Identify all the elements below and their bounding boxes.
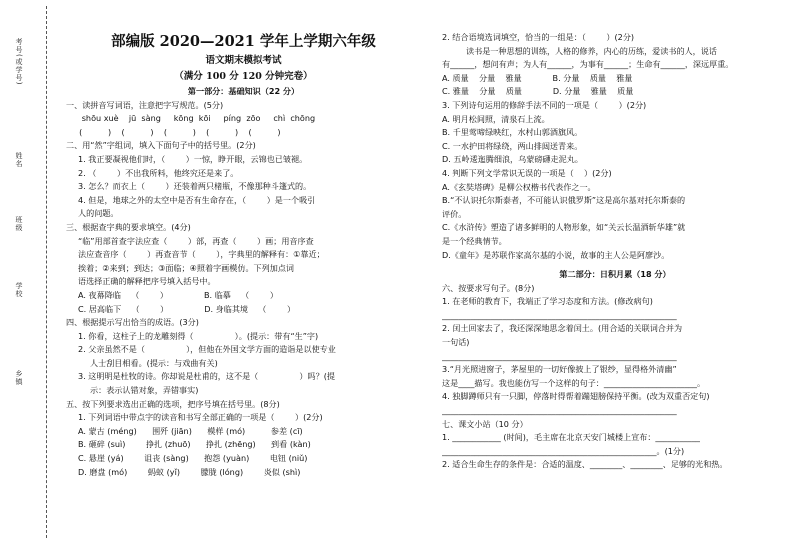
question-line: C. 一水护田将绿绕，两山排闼送青来。 (442, 140, 583, 151)
label-class: 班级 (15, 216, 23, 232)
question-line: 二、用“然”字组词，填入下面句子中的括号里。(2分) (66, 140, 256, 151)
question-line: 第二部分：日积月累（18 分） (559, 269, 671, 280)
question-line: 2. 闰土回家去了，我还深深地思念着闰土。(用合适的关联词合并为 (442, 323, 683, 334)
question-line: 第一部分：基础知识（22 分） (187, 86, 300, 96)
exam-subtitle: 语文期末模拟考试 (205, 55, 282, 66)
exam-title: 部编版 2020—2021 学年上学期六年级 (111, 33, 376, 50)
question-line: B.“不认识托尔斯泰者，不可能认识俄罗斯”这是高尔基对托尔斯泰的 (442, 195, 686, 206)
question-line: shōu xuè jū sàng kōng kōi píng zōo chì chōng (74, 113, 316, 124)
label-school: 学校 (15, 282, 23, 298)
left-column (66, 0, 421, 479)
question-line: 这是____描写。我也能仿写一个这样的句子：_______________________。 (442, 377, 706, 388)
question-line: 一、读拼音写词语，注意把字写规范。(5分) (66, 99, 224, 110)
question-line: 人的问题。 (78, 208, 119, 219)
question-line: 3. 这明明是杜牧的诗。你却说是杜甫的，这不是（ ）吗？(提 (78, 371, 335, 382)
question-line: A. 蒙古 (méng) 围歼 (jiān) 模样 (mó) 参差 (cī) (78, 425, 303, 436)
question-line: 语选择正确的解释把序号填入括号中。 (78, 276, 216, 287)
question-line: 评价。 (442, 208, 467, 219)
question-line: 1. 下列词语中带点字的读音和书写全部正确的一项是（ ）(2分) (78, 412, 323, 423)
right-column (442, 0, 788, 472)
question-line: C. 雅量 分量 质量 D. 分量 雅量 质量 (442, 86, 634, 97)
question-line: 3. 怎么？而衣上（ ）还装着两只楮瓶，不像那种斗篷式的。 (78, 181, 312, 192)
question-line: A. 质量 分量 雅量 B. 分量 质量 雅量 (442, 72, 633, 83)
question-line: 2. 结合语境选词填空，恰当的一组是：（ ）(2分) (442, 32, 635, 42)
score-info: （满分 100 分 120 分钟完卷） (174, 71, 313, 82)
question-line: “临”用部首查字法应查（ ）部，再查（ ）画；用音序查 (78, 235, 314, 246)
question-line: _____________________________________________________。(1分) (442, 445, 685, 456)
question-line: 一句话) (442, 337, 470, 348)
question-line: 法应查音序（ ）再查音节（ ），字典里的解释有：①靠近； (78, 249, 325, 260)
question-line: 1. 在老师的教育下，我端正了学习态度和方法。(修改病句) (442, 296, 653, 307)
question-line: 有______，想问有声；为人有______，为事有______；生命有______，深远厚重。 (442, 59, 734, 70)
question-line: 三、根据查字典的要求填空。(4分) (66, 221, 191, 232)
question-line: A. 夜幕降临 （ ） B. 临摹 （ ） (78, 289, 278, 300)
binding-dashed-line (46, 6, 47, 538)
question-line: 2. （ ）不出我所料，他终究还是来了。 (78, 167, 239, 178)
question-line: 2. 适合生命生存的条件是：合适的温度、________、________、足够的光和热。 (442, 459, 728, 470)
question-line: C. 居高临下 （ ） D. 身临其境 （ ） (78, 303, 296, 314)
question-line: 四、根据提示写出恰当的成语。(3分) (66, 317, 199, 328)
right-question-lines (442, 31, 788, 472)
question-line: 读书是一种思想的训练，人格的修养，内心的历练，爱读书的人，说话 (466, 45, 717, 56)
question-line: 4. 独脚蹲师只有一只脚，停落时得帮着蹦翅膀保持平衡。(改为双重否定句) (442, 391, 710, 402)
question-line: 是一个经典情节。 (442, 235, 507, 246)
question-line: __________________________________________________________ (442, 309, 677, 320)
label-exam-number: 考号(或学号) (15, 38, 23, 86)
question-line: C.《水浒传》塑造了诸多鲜明的人物形象，如“关云长温酒斩华雄”就 (442, 222, 686, 233)
binding-margin (0, 0, 58, 544)
question-line: A. 明月松间照，清泉石上流。 (442, 113, 550, 124)
question-line: 1. 我正要凝视他们时，（ ）一惊，睁开眼，云锦也已皱褪。 (78, 153, 308, 164)
question-line: D. 磨盘 (mó) 蚂蚁 (yǐ) 朦胧 (lóng) 炎似 (shì) (78, 466, 301, 477)
question-line: 示：表示认错对象，弄错事实) (90, 385, 199, 396)
question-line: 七、课文小站（10 分） (442, 418, 528, 429)
question-line: 挨着；②来到；到达；③面临；④照着字画模仿。下列加点词 (78, 262, 295, 273)
question-line: 五、按下列要求选出正确的选项，把序号填在括号里。(8分) (66, 398, 280, 409)
question-line: 2. 父亲虽然不是（ ），但他在外国文学方面的造诣是以使专业 (78, 344, 336, 355)
question-line: 3. 下列诗句运用的修辞手法不同的一项是（ ）(2分) (442, 99, 647, 110)
question-line: 3.“月光照进窗子，茅屋里的一切好像披上了银纱，显得格外清幽” (442, 364, 677, 375)
question-line: 1. ____________ (时间)，毛主席在北京天安门城楼上宣布：___________ (442, 432, 700, 443)
question-line: 1. 你看，这柱子上的龙雕刻得（ ）。(提示：带有“生”字) (78, 330, 319, 341)
question-line: __________________________________________________________ (442, 350, 677, 361)
question-line: 六、按要求写句子。(8分) (442, 282, 535, 293)
label-name: 姓名 (15, 152, 23, 168)
left-question-lines (66, 85, 421, 479)
question-line: D.《童年》是苏联作家高尔基的小说，故事的主人公是阿廖沙。 (442, 249, 670, 260)
question-line: B. 砸碎 (suì) 挣扎 (zhuō) 挣扎 (zhēng) 到看 (kàn) (78, 439, 311, 450)
question-line: A.《玄奘塔碑》是柳公权楷书代表作之一。 (442, 181, 596, 192)
question-line: 人士刮目相看。(提示：与戏曲有关) (90, 357, 218, 368)
question-line: C. 悬崖 (yá) 诅丧 (sàng) 抱怨 (yuàn) 电钮 (niǔ) (78, 453, 308, 464)
question-line: D. 五岭逶迤腾细浪，乌蒙磅礴走泥丸。 (442, 154, 583, 165)
question-line: 4. 判断下列文学常识无误的一项是（ ）(2分) (442, 167, 612, 178)
label-township: 乡镇 (15, 370, 23, 386)
question-line: ( ) ( ) ( ) ( ) ( ) (74, 126, 281, 137)
question-line: 4. 但是，地球之外的太空中是否有生命存在，（ ）是一个吸引 (78, 194, 316, 205)
question-line: B. 千里莺啼绿映红，水村山郭酒旗风。 (442, 127, 583, 138)
question-line: __________________________________________________________ (442, 405, 677, 416)
